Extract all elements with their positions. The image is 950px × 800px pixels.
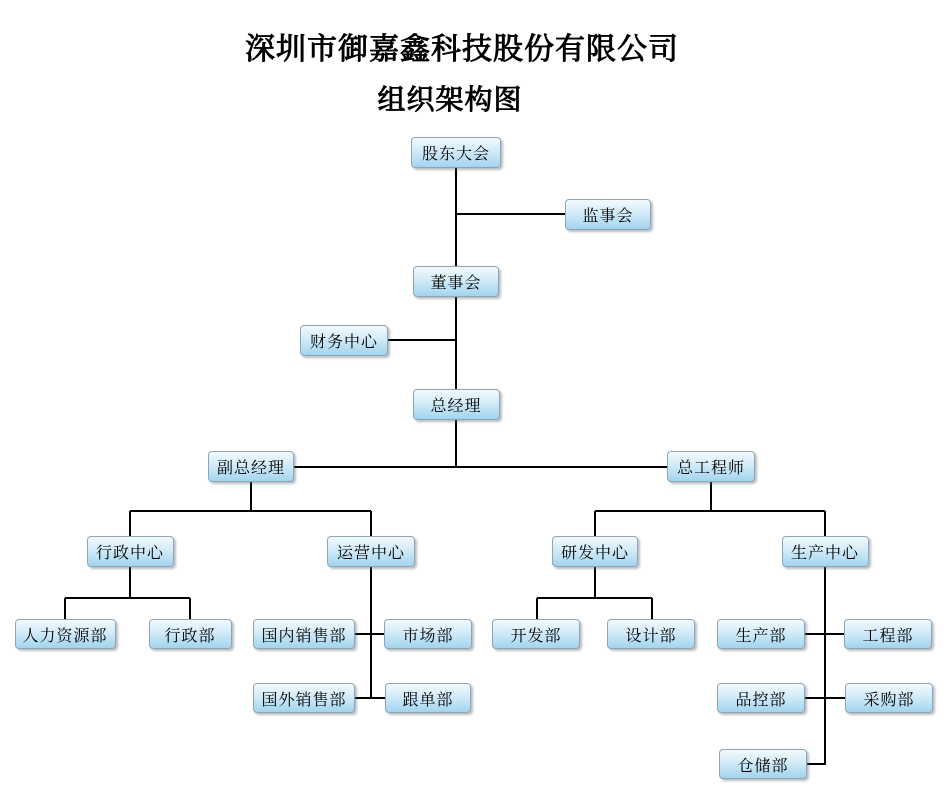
connector-line — [824, 566, 826, 765]
org-node-development-dept: 开发部 — [492, 619, 580, 649]
org-node-production-dept: 生产部 — [717, 619, 805, 649]
org-node-rd-center: 研发中心 — [552, 536, 638, 567]
org-node-engineering-dept: 工程部 — [844, 619, 932, 649]
org-node-admin-dept: 行政部 — [149, 619, 232, 649]
org-node-warehouse-dept: 仓储部 — [719, 749, 807, 779]
connector-line — [250, 481, 252, 512]
connector-line — [388, 339, 456, 341]
connector-line — [355, 697, 385, 699]
connector-line — [536, 598, 538, 620]
chart-subtitle: 组织架构图 — [377, 85, 523, 116]
connector-line — [594, 566, 596, 599]
org-node-shareholders-meeting: 股东大会 — [411, 137, 501, 168]
company-title: 深圳市御嘉鑫科技股份有限公司 — [245, 33, 679, 66]
connector-line — [594, 511, 596, 536]
connector-line — [595, 510, 825, 512]
org-node-supervisory-board: 监事会 — [565, 199, 651, 230]
org-node-deputy-general-manager: 副总经理 — [208, 451, 294, 482]
connector-line — [129, 566, 131, 599]
connector-line — [189, 598, 191, 620]
connector-line — [824, 511, 826, 536]
connector-line — [455, 168, 457, 266]
connector-line — [65, 597, 190, 599]
connector-line — [805, 633, 844, 635]
connector-line — [64, 598, 66, 620]
org-node-order-follow-dept: 跟单部 — [385, 683, 471, 713]
connector-line — [710, 481, 712, 512]
org-node-board-of-directors: 董事会 — [413, 266, 499, 297]
org-node-general-manager: 总经理 — [413, 389, 500, 420]
connector-line — [130, 510, 371, 512]
org-node-finance-center: 财务中心 — [300, 325, 388, 356]
org-node-operations-center: 运营中心 — [327, 536, 415, 567]
connector-line — [455, 419, 457, 467]
org-node-domestic-sales-dept: 国内销售部 — [253, 619, 355, 649]
org-node-hr-dept: 人力资源部 — [15, 619, 116, 649]
connector-line — [129, 511, 131, 536]
connector-line — [455, 296, 457, 389]
connector-line — [370, 511, 372, 536]
org-node-overseas-sales-dept: 国外销售部 — [253, 683, 355, 713]
connector-line — [537, 597, 652, 599]
org-node-design-dept: 设计部 — [607, 619, 695, 649]
org-node-qc-dept: 品控部 — [717, 683, 805, 713]
org-node-production-center: 生产中心 — [782, 536, 869, 567]
connector-line — [651, 598, 653, 620]
org-node-chief-engineer: 总工程师 — [667, 451, 755, 482]
org-node-purchasing-dept: 采购部 — [845, 683, 933, 713]
connector-line — [294, 466, 667, 468]
connector-line — [805, 697, 845, 699]
org-node-admin-center: 行政中心 — [87, 536, 174, 567]
connector-line — [807, 763, 826, 765]
connector-line — [355, 633, 384, 635]
connector-line — [456, 213, 565, 215]
org-node-marketing-dept: 市场部 — [384, 619, 472, 649]
